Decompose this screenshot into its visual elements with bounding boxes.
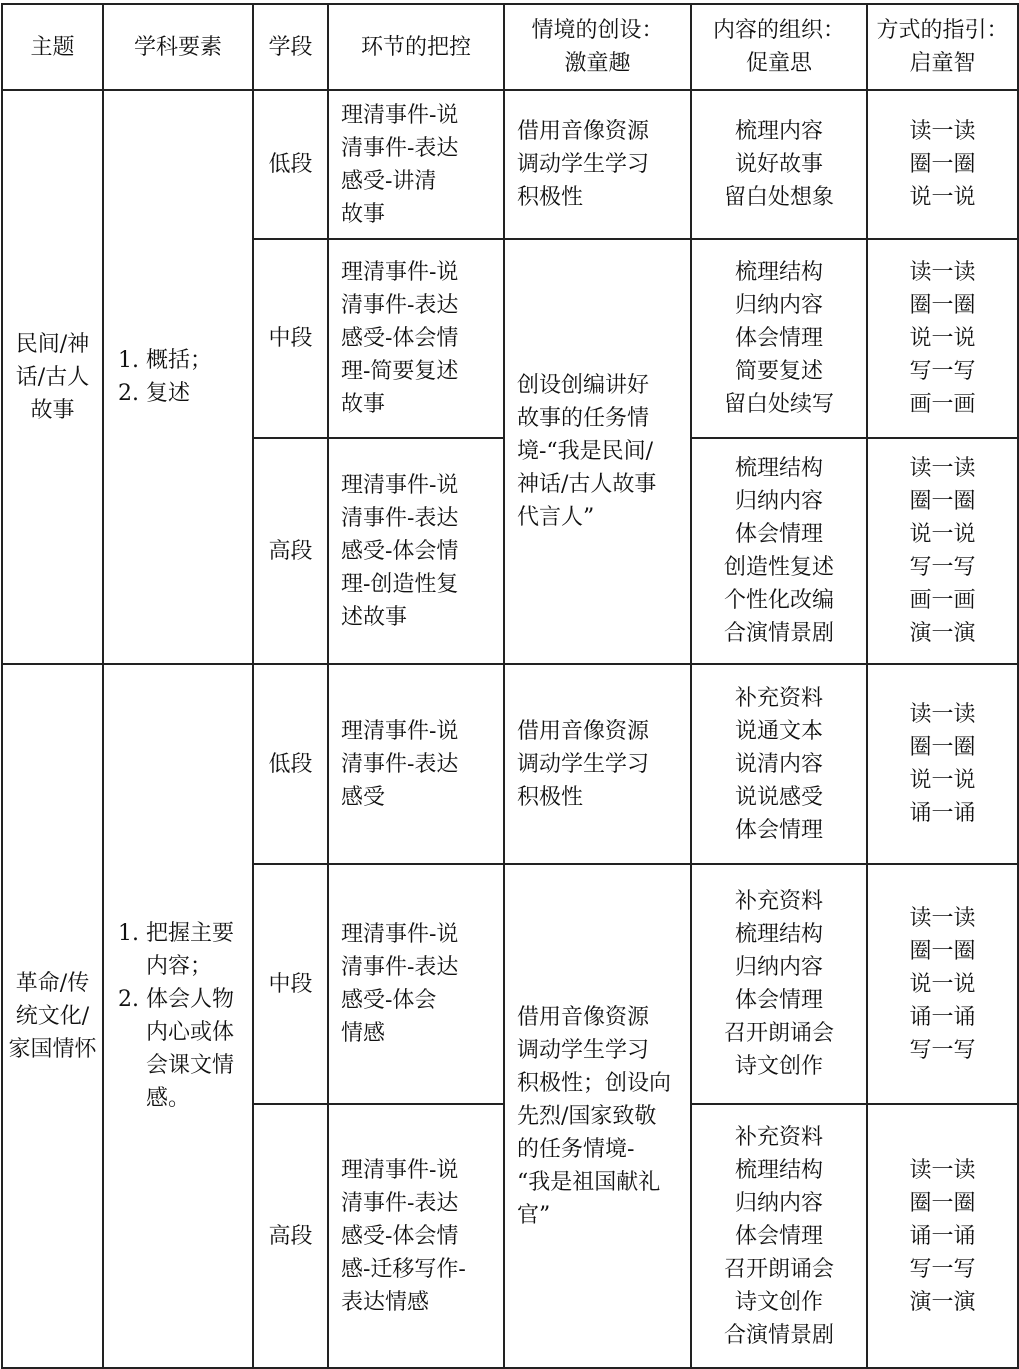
cell-line: 归纳内容 xyxy=(734,489,823,514)
cell-line: 清事件-表达 xyxy=(341,751,459,777)
cell-line: 理清事件-说 xyxy=(341,922,459,947)
cell-line: 说一说 xyxy=(909,768,976,793)
unit-teaching-table xyxy=(1,3,1019,1369)
stage-cell: 高段 xyxy=(253,438,328,664)
situation-cell xyxy=(504,239,691,664)
cell-line: 读一读 xyxy=(909,119,976,144)
content-cell xyxy=(691,438,867,664)
cell-line: 补充资料 xyxy=(734,685,823,711)
cell-line: 调动学生学习 xyxy=(517,152,650,177)
header-content xyxy=(691,4,867,90)
cell-line: 故事 xyxy=(341,201,386,227)
control-cell xyxy=(328,239,504,438)
cell-line: 读一读 xyxy=(909,456,976,481)
cell-line: 圈一圈 xyxy=(909,735,976,760)
cell-line: 感受-体会情 xyxy=(341,538,459,564)
header-line: 促童思 xyxy=(745,51,812,76)
theme-line: 家国情怀 xyxy=(8,1036,97,1062)
elements-cell xyxy=(103,664,253,1368)
cell-line: 画一画 xyxy=(909,588,976,613)
cell-line: 积极性 xyxy=(517,784,584,810)
cell-line: 的任务情境- xyxy=(517,1136,635,1162)
cell-line: 清事件-表达 xyxy=(341,293,459,318)
cell-line: 写一写 xyxy=(909,555,976,580)
cell-line: 感受-讲清 xyxy=(341,168,437,194)
cell-line: 召开朗诵会 xyxy=(723,1021,834,1046)
table-row xyxy=(2,90,1018,239)
cell-line: 留白处续写 xyxy=(723,392,834,417)
cell-line: 故事的任务情 xyxy=(517,406,650,431)
method-cell xyxy=(867,90,1018,239)
element-item: 1. 概括； xyxy=(118,348,212,373)
cell-line: 说一说 xyxy=(909,971,976,997)
cell-line: 感受 xyxy=(341,784,386,810)
header-theme: 主题 xyxy=(2,4,103,90)
cell-line: 归纳内容 xyxy=(734,293,823,318)
cell-line: 梳理结构 xyxy=(734,456,823,481)
theme-line: 革命/传 xyxy=(15,970,90,996)
theme-line: 统文化/ xyxy=(15,1003,90,1029)
element-item: 2. 复述 xyxy=(118,381,190,406)
content-cell xyxy=(691,239,867,438)
header-situation xyxy=(504,4,691,90)
method-cell xyxy=(867,1104,1018,1368)
header-row xyxy=(2,4,1018,90)
cell-line: 先烈/国家致敬 xyxy=(517,1103,657,1129)
cell-line: 理清事件-说 xyxy=(341,260,459,285)
cell-line: 积极性 xyxy=(517,185,584,210)
cell-line: 理清事件-说 xyxy=(341,472,459,498)
stage-cell: 中段 xyxy=(253,864,328,1104)
header-line: 方式的指引： xyxy=(876,18,1009,43)
cell-line: 梳理结构 xyxy=(734,922,823,947)
cell-line: 体会情理 xyxy=(734,522,823,547)
cell-line: 写一写 xyxy=(909,359,976,384)
cell-line: 境-“我是民间/ xyxy=(517,439,654,464)
cell-line: 读一读 xyxy=(909,702,976,727)
cell-line: 说一说 xyxy=(909,522,976,547)
cell-line: 代言人” xyxy=(517,505,595,530)
cell-line: 感-迁移写作- xyxy=(341,1256,466,1282)
method-cell xyxy=(867,438,1018,664)
stage-cell: 低段 xyxy=(253,90,328,239)
cell-line: 说一说 xyxy=(909,326,976,351)
control-cell xyxy=(328,438,504,664)
content-cell xyxy=(691,90,867,239)
method-cell xyxy=(867,864,1018,1104)
cell-line: 感受-体会情 xyxy=(341,1223,459,1249)
content-cell xyxy=(691,664,867,864)
content-cell xyxy=(691,1104,867,1368)
cell-line: 调动学生学习 xyxy=(517,751,650,777)
cell-line: 清事件-表达 xyxy=(341,135,459,161)
cell-line: 诵一诵 xyxy=(909,1004,976,1030)
header-elements: 学科要素 xyxy=(103,4,253,90)
cell-line: 清事件-表达 xyxy=(341,505,459,531)
cell-line: 演一演 xyxy=(909,1289,976,1315)
situation-cell xyxy=(504,90,691,239)
cell-line: 读一读 xyxy=(909,1157,976,1183)
cell-line: 画一画 xyxy=(909,392,976,417)
cell-line: 诵一诵 xyxy=(909,801,976,826)
cell-line: 梳理结构 xyxy=(734,1157,823,1183)
cell-line: 梳理内容 xyxy=(734,119,823,144)
cell-line: 借用音像资源 xyxy=(517,119,650,144)
theme-cell xyxy=(2,664,103,1368)
theme-line: 民间/神 xyxy=(15,331,90,357)
cell-line: 感受-体会 xyxy=(341,988,437,1013)
cell-line: 体会情理 xyxy=(734,988,823,1013)
control-cell xyxy=(328,664,504,864)
situation-cell xyxy=(504,864,691,1368)
header-line: 情境的创设： xyxy=(531,18,664,43)
cell-line: 读一读 xyxy=(909,260,976,285)
cell-line: 调动学生学习 xyxy=(517,1037,650,1063)
cell-line: 创设创编讲好 xyxy=(517,373,650,398)
cell-line: 补充资料 xyxy=(734,1124,823,1150)
header-stage: 学段 xyxy=(253,4,328,90)
cell-line: 归纳内容 xyxy=(734,1190,823,1216)
cell-line: 写一写 xyxy=(909,1037,976,1063)
content-cell xyxy=(691,864,867,1104)
situation-cell xyxy=(504,664,691,864)
theme-line: 故事 xyxy=(30,397,75,423)
cell-line: 神话/古人故事 xyxy=(517,472,657,497)
cell-line: 说好故事 xyxy=(734,152,823,177)
cell-line: 合演情景剧 xyxy=(723,621,834,646)
cell-line: 圈一圈 xyxy=(909,938,976,964)
cell-line: 体会情理 xyxy=(734,1223,823,1249)
cell-line: 圈一圈 xyxy=(909,152,976,177)
cell-line: 感受-体会情 xyxy=(341,326,459,351)
cell-line: 留白处想象 xyxy=(723,185,834,210)
control-cell xyxy=(328,90,504,239)
cell-line: 表达情感 xyxy=(341,1289,430,1315)
cell-line: 圈一圈 xyxy=(909,489,976,514)
cell-line: 理-简要复述 xyxy=(341,359,459,384)
stage-cell: 中段 xyxy=(253,239,328,438)
element-item: 1. 把握主要内容； xyxy=(118,921,234,979)
cell-line: 合演情景剧 xyxy=(723,1322,834,1348)
element-item: 2. 体会人物内心或体会课文情感。 xyxy=(118,987,235,1111)
cell-line: 清事件-表达 xyxy=(341,955,459,980)
cell-line: “我是祖国献礼 xyxy=(517,1169,661,1195)
cell-line: 简要复述 xyxy=(734,359,823,384)
cell-line: 清事件-表达 xyxy=(341,1190,459,1216)
cell-line: 理清事件-说 xyxy=(341,718,459,744)
cell-line: 圈一圈 xyxy=(909,1190,976,1216)
control-cell xyxy=(328,1104,504,1368)
elements-cell xyxy=(103,90,253,664)
cell-line: 理清事件-说 xyxy=(341,102,459,128)
header-line: 激童趣 xyxy=(564,51,631,76)
cell-line: 创造性复述 xyxy=(723,555,834,580)
cell-line: 个性化改编 xyxy=(723,588,834,613)
header-line: 内容的组织： xyxy=(712,18,845,43)
table-row xyxy=(2,664,1018,864)
method-cell xyxy=(867,664,1018,864)
cell-line: 理-创造性复 xyxy=(341,571,459,597)
stage-cell: 低段 xyxy=(253,664,328,864)
theme-line: 话/古人 xyxy=(15,364,90,390)
method-cell xyxy=(867,239,1018,438)
cell-line: 说通文本 xyxy=(734,718,823,744)
cell-line: 体会情理 xyxy=(734,326,823,351)
stage-cell: 高段 xyxy=(253,1104,328,1368)
cell-line: 述故事 xyxy=(341,604,408,630)
cell-line: 官” xyxy=(517,1202,551,1228)
cell-line: 召开朗诵会 xyxy=(723,1256,834,1282)
cell-line: 诗文创作 xyxy=(734,1289,823,1315)
cell-line: 读一读 xyxy=(909,905,976,931)
cell-line: 说一说 xyxy=(909,185,976,210)
cell-line: 故事 xyxy=(341,392,386,417)
cell-line: 说说感受 xyxy=(734,784,823,810)
cell-line: 积极性；创设向 xyxy=(517,1070,672,1096)
cell-line: 写一写 xyxy=(909,1256,976,1282)
cell-line: 演一演 xyxy=(909,621,976,646)
cell-line: 理清事件-说 xyxy=(341,1157,459,1183)
cell-line: 补充资料 xyxy=(734,889,823,914)
cell-line: 情感 xyxy=(341,1021,386,1046)
cell-line: 诗文创作 xyxy=(734,1054,823,1079)
header-control: 环节的把控 xyxy=(328,4,504,90)
cell-line: 借用音像资源 xyxy=(517,718,650,744)
cell-line: 借用音像资源 xyxy=(517,1004,650,1030)
header-method xyxy=(867,4,1018,90)
header-line: 启童智 xyxy=(909,51,976,76)
control-cell xyxy=(328,864,504,1104)
cell-line: 归纳内容 xyxy=(734,955,823,980)
cell-line: 梳理结构 xyxy=(734,260,823,285)
cell-line: 诵一诵 xyxy=(909,1223,976,1249)
cell-line: 体会情理 xyxy=(734,817,823,843)
theme-cell xyxy=(2,90,103,664)
cell-line: 圈一圈 xyxy=(909,293,976,318)
cell-line: 说清内容 xyxy=(734,751,823,777)
